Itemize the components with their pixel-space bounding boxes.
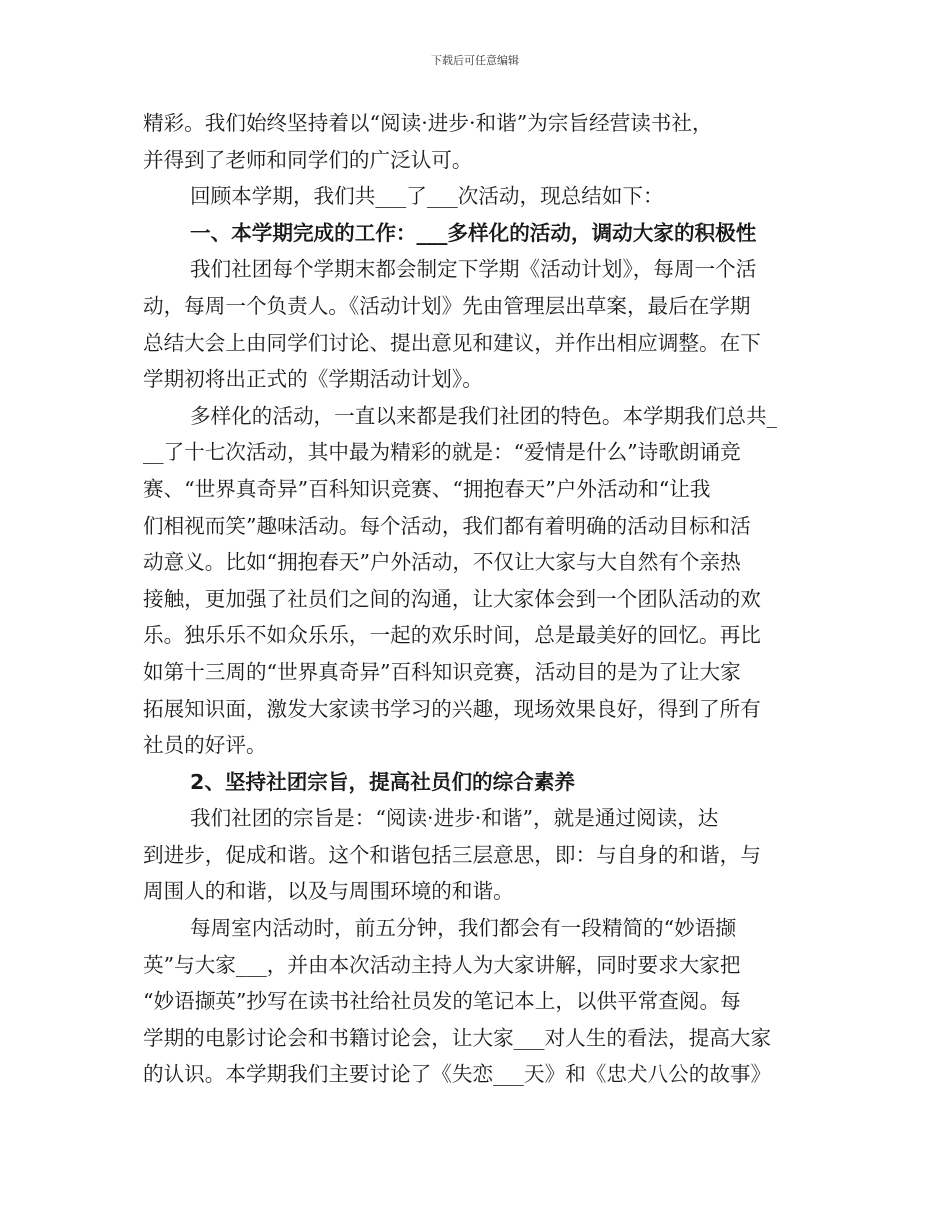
- section-heading-line: 2、坚持社团宗旨，提高社员们的综合素养: [190, 769, 576, 794]
- paragraph-line: 的认识。本学期我们主要讨论了《失恋___天》和《忠犬八公的故事》: [143, 1062, 772, 1087]
- paragraph-line: 学期的电影讨论会和书籍讨论会，让大家___对人生的看法，提高大家: [143, 1025, 772, 1050]
- paragraph-line: 我们社团的宗旨是：“阅读·进步·和谐”，就是通过阅读，达: [190, 806, 719, 831]
- paragraph-line: 社员的好评。: [143, 733, 267, 758]
- paragraph-line: 周围人的和谐，以及与周围环境的和谐。: [143, 879, 514, 904]
- paragraph-line: 到进步，促成和谐。这个和谐包括三层意思，即：与自身的和谐，与: [143, 842, 761, 867]
- paragraph-line: 动，每周一个负责人。《活动计划》先由管理层出草案，最后在学期: [143, 293, 751, 318]
- paragraph-line: 精彩。我们始终坚持着以“阅读·进步·和谐”为宗旨经营读书社，: [143, 111, 713, 135]
- paragraph-line: 们相视而笑”趣味活动。每个活动，我们都有着明确的活动目标和活: [143, 513, 751, 538]
- paragraph-line: 动意义。比如“拥抱春天”户外活动，不仅让大家与大自然有个亲热: [143, 550, 741, 575]
- paragraph-line: 乐。独乐乐不如众乐乐，一起的欢乐时间，总是最美好的回忆。再比: [143, 623, 761, 648]
- paragraph-line: 接触，更加强了社员们之间的沟通，让大家体会到一个团队活动的欢: [143, 586, 761, 611]
- paragraph-line: 回顾本学期，我们共___了___次活动，现总结如下：: [190, 184, 664, 209]
- document-body: [143, 105, 807, 1093]
- paragraph-line: 我们社团每个学期末都会制定下学期《活动计划》，每周一个活: [190, 257, 757, 282]
- paragraph-line: 总结大会上由同学们讨论、提出意见和建议，并作出相应调整。在下: [143, 330, 761, 355]
- paragraph-line: 拓展知识面，激发大家读书学习的兴趣，现场效果良好，得到了所有: [143, 696, 761, 721]
- paragraph-line: 每周室内活动时，前五分钟，我们都会有一段精简的“妙语撷: [190, 916, 736, 941]
- paragraph-line: 并得到了老师和同学们的广泛认可。: [143, 147, 473, 172]
- paragraph-line: 如第十三周的“世界真奇异”百科知识竞赛，活动目的是为了让大家: [143, 659, 741, 684]
- paragraph-line: __了十七次活动，其中最为精彩的就是：“爱情是什么”诗歌朗诵竞: [143, 440, 741, 465]
- paragraph-line: 学期初将出正式的《学期活动计划》。: [143, 367, 483, 392]
- paragraph-line: “妙语撷英”抄写在读书社给社员发的笔记本上，以供平常查阅。每: [143, 989, 741, 1014]
- page-header: 下载后可任意编辑: [431, 54, 519, 67]
- paragraph-line: 赛、“世界真奇异”百科知识竞赛、“拥抱春天”户外活动和“让我: [143, 476, 711, 501]
- paragraph-line: 多样化的活动，一直以来都是我们社团的特色。本学期我们总共_: [190, 403, 777, 428]
- paragraph-line: 英”与大家___，并由本次活动主持人为大家讲解，同时要求大家把: [143, 952, 741, 977]
- section-heading-line: 一、本学期完成的工作：___多样化的活动，调动大家的积极性: [190, 220, 757, 245]
